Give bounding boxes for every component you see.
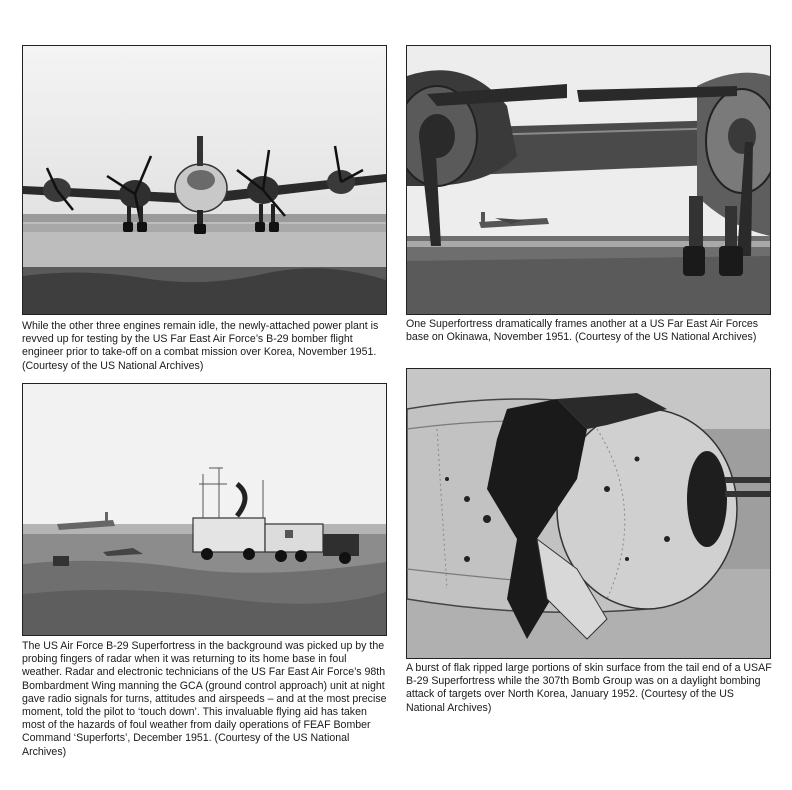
caption-flak-damaged-tail: A burst of flak ripped large portions of skin surface from the tail end of a USAF B-29 Superfortress while the 307th Bomb Group was on a daylight bombing attack of targets over North Korea, January 1952. (Courtesy of the US National Archives)	[406, 662, 772, 714]
flak-damage-tail-image	[407, 369, 770, 658]
gca-radar-truck-image	[23, 384, 386, 635]
photo-b29-engine-test	[22, 45, 387, 315]
photo-superfortress-frames-another	[406, 45, 771, 315]
b29-front-view-image	[23, 46, 386, 314]
caption-gca-radar-unit: The US Air Force B-29 Superfortress in the background was picked up by the probing fingers of radar when it was returning to its home base in foul weather. Radar and electronic technicians of the US Far East Air Force’s 98th Bombardment Wing manning the GCA (ground control approach) unit at night gave radio signals for turns, attitudes and airspeeds – and at the most precise moment, told the pilot to ‘touch down’. This invaluable flying aid has taken most of the hazards of foul weather from daily operations of FEAF Bomber Command ‘Superforts’, December 1951. (Courtesy of the US National Archives)	[22, 640, 387, 758]
photo-gca-radar-unit	[22, 383, 387, 636]
superfortress-framing-image	[407, 46, 770, 314]
photo-flak-damaged-tail	[406, 368, 771, 659]
caption-superfortress-frames-another: One Superfortress dramatically frames another at a US Far East Air Forces base on Okinawa, November 1951. (Courtesy of the US National Archives)	[406, 318, 759, 344]
caption-b29-engine-test: While the other three engines remain idle, the newly-attached power plant is revved up for testing by the US Far East Air Force’s B-29 bomber flight engineer prior to take-off on a combat mission over Korea, November 1951. (Courtesy of the US National Archives)	[22, 320, 379, 372]
